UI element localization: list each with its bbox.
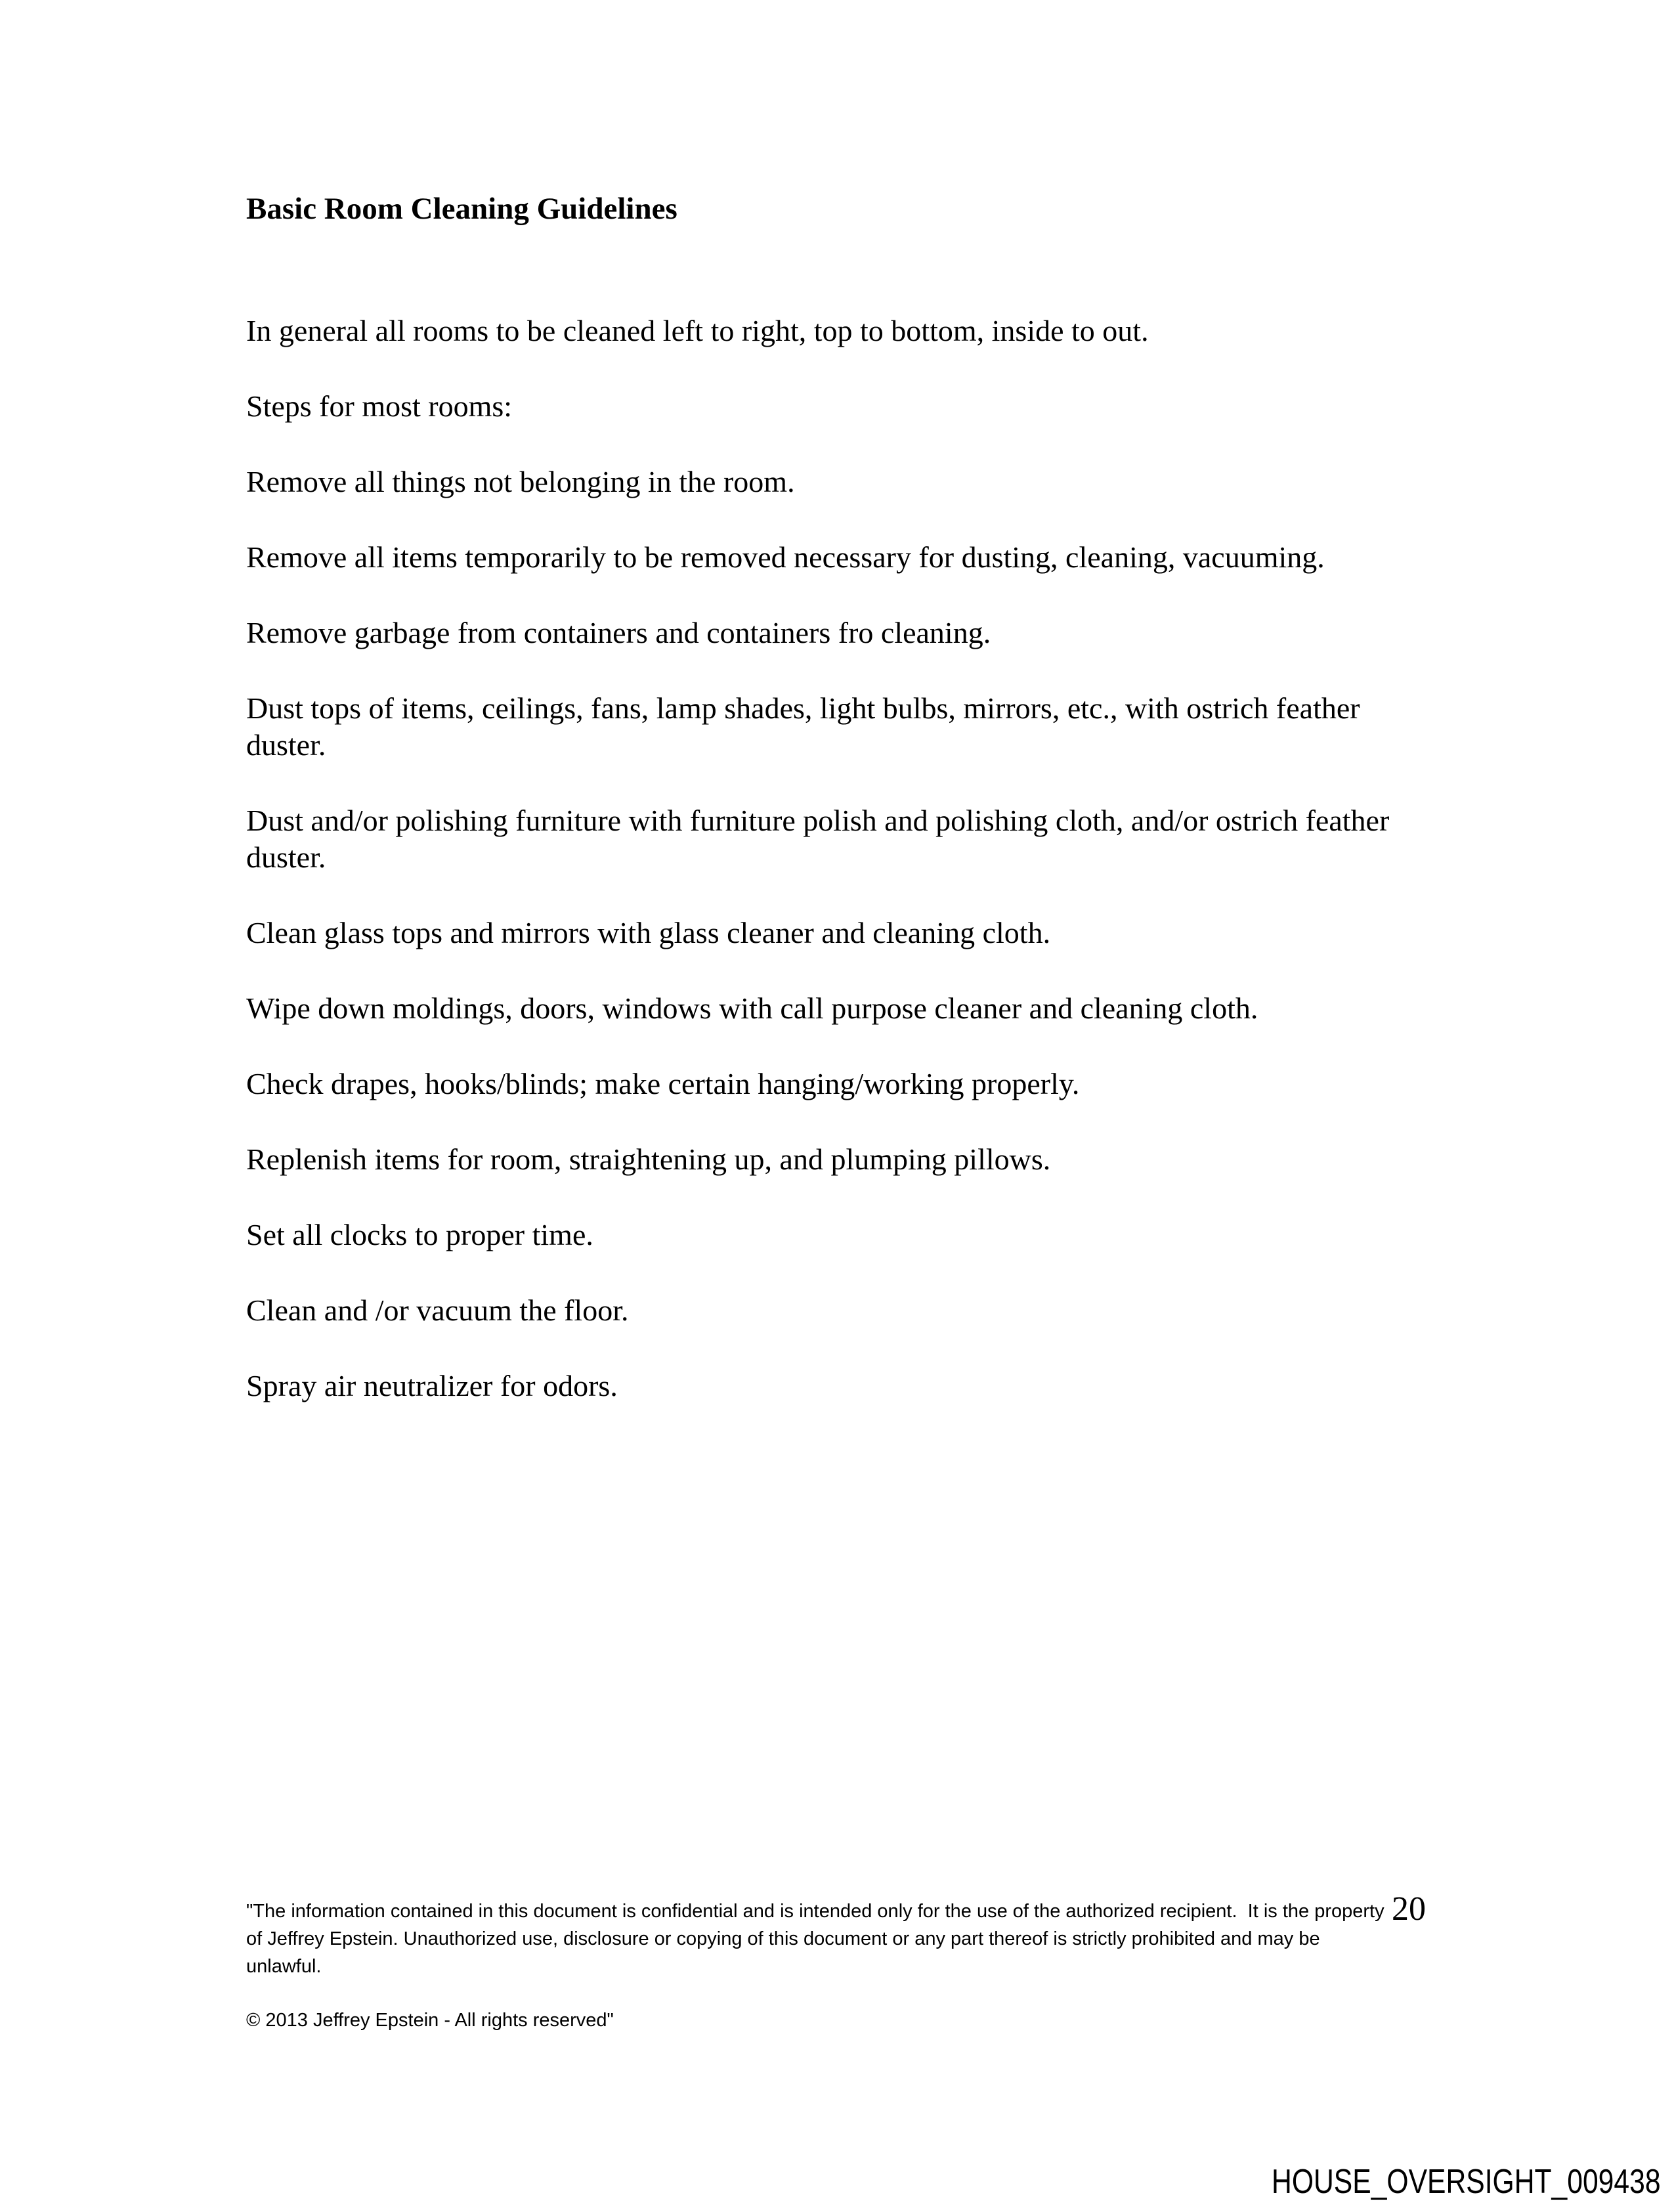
paragraph-list [246,313,1438,1404]
paragraph: Replenish items for room, straightening up, and plumping pillows. [246,1142,1051,1176]
paragraph: Set all clocks to proper time. [246,1218,593,1251]
paragraph: Clean glass tops and mirrors with glass cleaner and cleaning cloth. [246,916,1051,949]
paragraph: Spray air neutralizer for odors. [246,1369,618,1402]
footer [246,1898,1395,2034]
paragraph: Clean and /or vacuum the floor. [246,1293,629,1327]
confidentiality-disclaimer: "The information contained in this document is confidential and is intended only for the use of the authorized recipient. It is the property of Jeffrey Epstein. Unauthorized use, disclosure or copying of this document or any part thereof is strictly prohibited and may be unlawful. [246,1901,1390,1977]
paragraph: Dust and/or polishing furniture with furniture polish and polishing cloth, and/or ostrich feather duster. [246,804,1390,874]
bates-number: HOUSE_OVERSIGHT_009438 [1272,2163,1661,2201]
paragraph: Check drapes, hooks/blinds; make certain hanging/working properly. [246,1067,1080,1100]
paragraph: Dust tops of items, ceilings, fans, lamp shades, light bulbs, mirrors, etc., with ostrich feather duster. [246,691,1360,762]
page-number: 20 [1392,1890,1426,1928]
paragraph: Remove all things not belonging in the room. [246,465,795,498]
document-body [246,190,1438,1443]
paragraph: Wipe down moldings, doors, windows with call purpose cleaner and cleaning cloth. [246,991,1258,1025]
paragraph: In general all rooms to be cleaned left to right, top to bottom, inside to out. [246,314,1149,347]
paragraph: Remove all items temporarily to be removed necessary for dusting, cleaning, vacuuming. [246,540,1325,574]
paragraph: Steps for most rooms: [246,389,513,423]
copyright-notice: © 2013 Jeffrey Epstein - All rights reserved" [246,2010,614,2031]
page-title: Basic Room Cleaning Guidelines [246,192,677,226]
paragraph: Remove garbage from containers and containers fro cleaning. [246,616,991,649]
